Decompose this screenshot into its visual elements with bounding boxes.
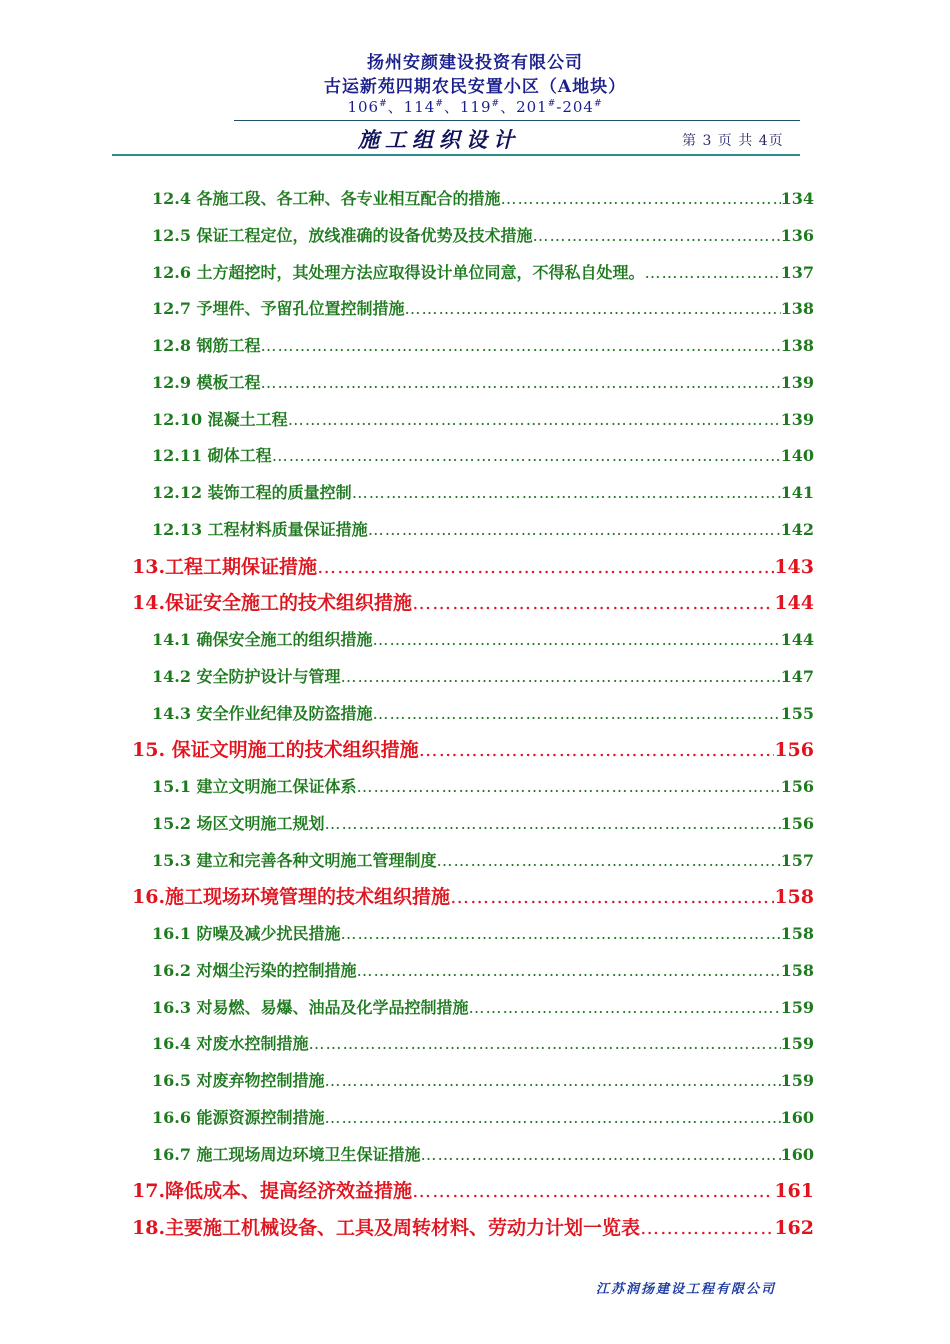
toc-entry[interactable]: [152, 958, 814, 981]
toc-entry-page: 159: [780, 1071, 814, 1090]
building-number: -204: [556, 98, 594, 116]
toc-entry-page: 156: [780, 813, 814, 833]
toc-entry-title: 12.7 予埋件、予留孔位置控制措施: [152, 299, 405, 319]
toc-entry-title: 12.12 装饰工程的质量控制: [152, 483, 352, 502]
toc-entry-title: 12.10 混凝土工程: [152, 409, 288, 429]
toc-entry[interactable]: [152, 186, 814, 209]
toc-entry[interactable]: [152, 701, 814, 724]
toc-entry-page: 156: [774, 739, 814, 762]
toc-entry-page: 161: [774, 1180, 814, 1203]
toc-entry[interactable]: [152, 848, 814, 871]
toc-leader-dots: [309, 1034, 781, 1053]
toc-entry[interactable]: [152, 921, 814, 944]
toc-entry-title: 12.5 保证工程定位，放线准确的设备优势及技术措施: [152, 225, 533, 245]
toc-entry-title: 12.8 钢筋工程: [152, 336, 261, 355]
toc-entry-page: 162: [774, 1217, 814, 1239]
toc-entry-title: 16.1 防噪及减少扰民措施: [152, 924, 341, 943]
toc-entry[interactable]: [152, 664, 814, 687]
toc-entry-title: 16.4 对废水控制措施: [152, 1034, 309, 1054]
company-name: 扬州安颜建设投资有限公司: [367, 53, 583, 73]
toc-entry-page: 137: [780, 262, 814, 282]
toc-leader-dots: [412, 1180, 774, 1202]
toc-leader-dots: [325, 814, 781, 833]
page-number-info: 第 3 页 共 4页: [682, 133, 784, 149]
toc-entry[interactable]: [152, 627, 814, 650]
toc-entry-title: 16.6 能源资源控制措施: [152, 1107, 325, 1127]
toc-entry-page: 139: [780, 372, 814, 392]
toc-entry[interactable]: [152, 443, 814, 466]
toc-entry[interactable]: [132, 588, 814, 615]
toc-entry-title: 16.3 对易燃、易爆、油品及化学品控制措施: [152, 997, 469, 1017]
building-number: 106: [347, 98, 380, 116]
toc-entry-page: 139: [780, 409, 814, 429]
toc-entry[interactable]: [152, 1031, 814, 1054]
toc-leader-dots: [640, 1217, 774, 1239]
toc-entry-title: 16.2 对烟尘污染的控制措施: [152, 960, 357, 980]
footer-company: 江苏润扬建设工程有限公司: [596, 1282, 777, 1297]
toc-entry-page: 160: [780, 1144, 814, 1164]
toc-leader-dots: [341, 667, 781, 686]
toc-leader-dots: [373, 630, 781, 649]
toc-leader-dots: [437, 851, 781, 870]
toc-entry-page: 159: [780, 997, 814, 1017]
toc-entry-title: 14.1 确保安全施工的组织措施: [152, 630, 373, 649]
toc-entry-page: 158: [780, 960, 814, 980]
toc-entry[interactable]: [132, 552, 814, 579]
toc-leader-dots: [419, 739, 775, 761]
toc-entry-title: 15.1 建立文明施工保证体系: [152, 777, 357, 796]
toc-leader-dots: [261, 373, 781, 392]
project-name: 古运新苑四期农民安置小区（A地块）: [323, 77, 627, 97]
toc-leader-dots: [412, 592, 774, 614]
toc-entry[interactable]: [152, 480, 814, 503]
toc-entry-page: 142: [780, 519, 814, 539]
toc-leader-dots: [261, 336, 781, 355]
toc-leader-dots: [317, 556, 774, 578]
toc-entry-title: 14.3 安全作业纪律及防盗措施: [152, 703, 373, 723]
toc-entry-title: 16.7 施工现场周边环境卫生保证措施: [152, 1144, 421, 1164]
toc-leader-dots: [357, 777, 781, 796]
toc-leader-dots: [325, 1108, 781, 1127]
toc-entry[interactable]: [152, 223, 814, 246]
toc-entry-title: 16.5 对废弃物控制措施: [152, 1071, 325, 1090]
toc-leader-dots: [288, 410, 781, 429]
toc-entry-page: 156: [780, 777, 814, 796]
toc-entry[interactable]: [152, 370, 814, 393]
toc-leader-dots: [469, 998, 781, 1017]
toc-entry-page: 159: [780, 1034, 814, 1054]
toc-entry-title: 13.工程工期保证措施: [132, 555, 318, 578]
toc-entry[interactable]: [152, 995, 814, 1018]
toc-entry-page: 144: [774, 592, 814, 615]
toc-entry[interactable]: [132, 1213, 814, 1240]
toc-entry[interactable]: [152, 1068, 814, 1091]
toc-leader-dots: [405, 299, 781, 318]
toc-entry-title: 12.9 模板工程: [152, 372, 261, 392]
toc-entry[interactable]: [152, 407, 814, 430]
header-rule-top: [234, 120, 800, 121]
toc-entry-page: 134: [780, 189, 814, 208]
toc-leader-dots: [325, 1071, 781, 1090]
toc-entry-title: 12.13 工程材料质量保证措施: [152, 519, 368, 539]
toc-entry-title: 15.2 场区文明施工规划: [152, 813, 325, 833]
toc-leader-dots: [501, 189, 781, 208]
toc-entry-page: 140: [780, 446, 814, 466]
toc-entry[interactable]: [152, 333, 814, 356]
toc-entry[interactable]: [152, 260, 814, 283]
toc-entry-title: 16.施工现场环境管理的技术组织措施: [132, 886, 451, 909]
document-title: 施工组织设计: [358, 127, 520, 152]
toc-leader-dots: [450, 886, 774, 908]
toc-leader-dots: [645, 263, 781, 282]
toc-entry[interactable]: [152, 1105, 814, 1128]
toc-entry[interactable]: [152, 774, 814, 797]
toc-leader-dots: [272, 446, 781, 465]
toc-leader-dots: [533, 226, 781, 245]
toc-entry-page: 155: [780, 703, 814, 723]
building-number: 201: [516, 98, 548, 116]
building-numbers: 106#、114#、119#、201#-204#: [347, 98, 603, 116]
toc-entry-page: 157: [780, 850, 814, 870]
toc-entry[interactable]: [152, 296, 814, 319]
toc-entry-title: 15. 保证文明施工的技术组织措施: [132, 739, 419, 762]
toc-entry-title: 14.保证安全施工的技术组织措施: [132, 592, 413, 615]
building-number: 114: [403, 98, 436, 116]
header-rule-bottom: [112, 154, 800, 156]
toc-entry-title: 12.6 土方超挖时，其处理方法应取得设计单位同意，不得私自处理。: [152, 262, 645, 282]
toc-entry-page: 143: [774, 555, 814, 578]
toc-entry-title: 12.4 各施工段、各工种、各专业相互配合的措施: [152, 189, 501, 208]
toc-entry-page: 136: [780, 225, 814, 245]
toc-leader-dots: [352, 483, 781, 502]
toc-entry-page: 144: [780, 630, 814, 649]
toc-entry[interactable]: [132, 735, 814, 762]
toc-entry[interactable]: [132, 882, 814, 909]
toc-leader-dots: [421, 1145, 781, 1164]
toc-entry[interactable]: [152, 517, 814, 540]
toc-entry-page: 158: [780, 924, 814, 943]
toc-entry-page: 158: [774, 886, 814, 909]
toc-entry-page: 141: [780, 483, 814, 502]
toc-entry-page: 138: [780, 336, 814, 355]
toc-leader-dots: [373, 704, 781, 723]
building-number: 119: [459, 98, 492, 116]
toc-entry-title: 18.主要施工机械设备、工具及周转材料、劳动力计划一览表: [132, 1217, 641, 1239]
toc-entry-title: 14.2 安全防护设计与管理: [152, 666, 341, 686]
toc-entry-title: 12.11 砌体工程: [152, 446, 272, 466]
toc-entry-page: 138: [780, 299, 814, 319]
toc-entry-title: 15.3 建立和完善各种文明施工管理制度: [152, 850, 437, 870]
toc-entry-title: 17.降低成本、提高经济效益措施: [132, 1180, 413, 1203]
toc-entry-page: 160: [780, 1107, 814, 1127]
toc-leader-dots: [357, 961, 781, 980]
toc-leader-dots: [368, 520, 781, 539]
toc-entry-page: 147: [780, 666, 814, 686]
toc-leader-dots: [341, 924, 781, 943]
toc-entry[interactable]: [132, 1176, 814, 1203]
toc-entry[interactable]: [152, 811, 814, 834]
toc-entry[interactable]: [152, 1142, 814, 1165]
